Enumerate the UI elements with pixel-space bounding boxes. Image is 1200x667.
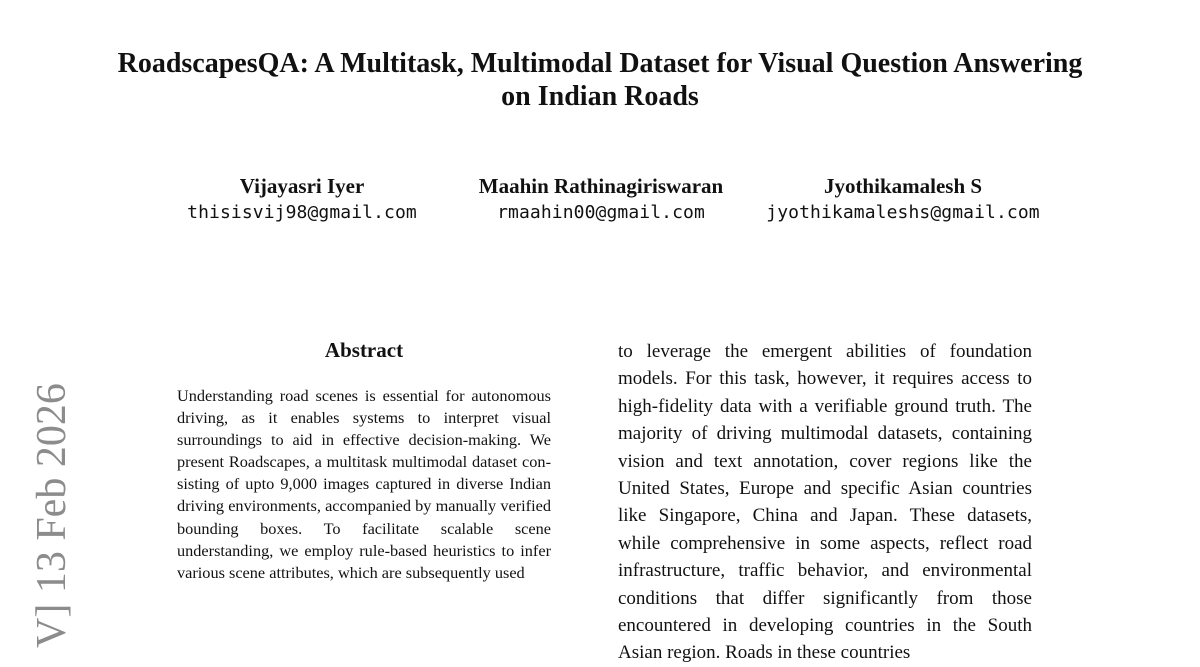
- author-name: Maahin Rathinagiriswaran: [478, 174, 724, 198]
- arxiv-stamp: V] 13 Feb 2026: [29, 383, 75, 648]
- abstract-text: Understanding road scenes is essential for autonomous driving, as it enables systems to interpret visual surroundings to aid in effective decision-making. We present Roadscapes, a multitask multimodal dataset consisting of upto 9,000 images captured in diverse Indian driving environments, accompanied by manually verified bounding boxes. To facilitate scalable scene understanding, we employ rule-based heuristics to infer various scene attributes, which are subsequently used: [177, 386, 551, 582]
- paper-title: RoadscapesQA: A Multitask, Multimodal Dataset for Visual Question Answering on Indian Roads: [117, 48, 1083, 112]
- intro-body-text: to leverage the emergent abilities of foundation models. For this task, however, it requires access to high-fidelity data with a verifiable ground truth. The majority of driving multimodal datasets, containing vision and text annotation, cover regions like the United States, Europe and specific Asian countries like Singapore, China and Japan. These datasets, while comprehensive in some aspects, reflect road infrastructure, traffic behavior, and environmental conditions that differ significantly from those encountered in developing countries in the South Asian region. Roads in these countries: [618, 341, 1032, 664]
- author-name: Jyothikamalesh S: [823, 174, 983, 198]
- author-block: [172, 172, 432, 226]
- author-block: [455, 172, 747, 226]
- author-email: jyothikamaleshs@gmail.com: [766, 202, 1040, 223]
- author-name: Vijayasri Iyer: [239, 174, 365, 198]
- author-email: rmaahin00@gmail.com: [497, 202, 705, 223]
- author-block: [748, 172, 1058, 226]
- author-list: [0, 172, 1200, 232]
- author-email: thisisvij98@gmail.com: [187, 202, 417, 223]
- abstract-heading: Abstract: [324, 338, 404, 362]
